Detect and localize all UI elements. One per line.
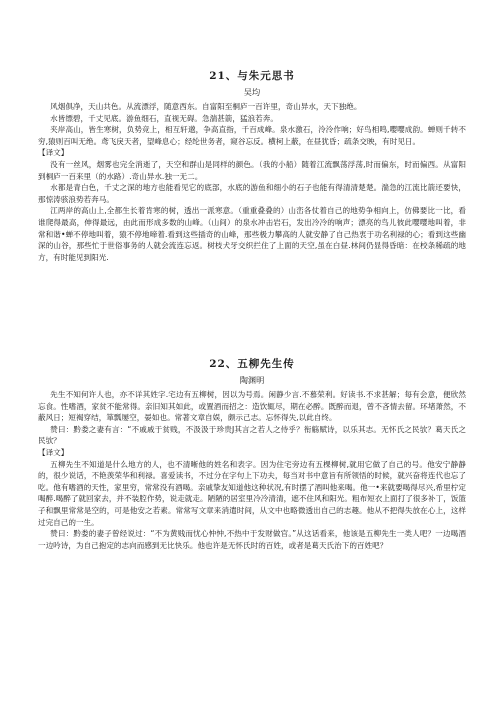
original-paragraph: 先生不知何许人也，亦不详其姓字.宅边有五柳树，因以为号焉。闲静少言.不慕荣利。好读书.不求甚解；每有会意，便欣然忘食。性嗜酒，家贫不能常得。亲旧知其如此，或置酒而招之：造饮辄尽，期在必醉。既醉而退，曾不吝情去留。环堵萧然，不蔽风日；短褐穿结，箪瓢屡空，晏如也。常著文章自娱，颇示己志。忘怀得失,以此自终。 (38, 390, 466, 423)
section-title: 21、与朱元思书 (209, 70, 295, 82)
original-paragraph: 赞曰：黔娄之妻有言：“不戚戚于贫贱，不汲汲于珍贵J其言之若人之侍乎？衔觞赋诗，以乐其志。无怀氏之民欤？葛天氏之民欤？ (38, 424, 466, 446)
original-paragraph: 风烟俱净，天山共色。从流漂浮，随意西东。自富阳至桐庐一百许里，奇山异水，天下独绝。 (50, 102, 362, 111)
translation-paragraph: 没有一丝风，烟雾也完全消逝了，天空和群山是同样的颜色。（我的小船）随着江流飘荡浮荡,时而偏东，时而偏西。从富阳到桐庐一百来里（的水路）.奇山异水.独一无二。 (38, 159, 466, 181)
original-paragraph: 夹岸高山，皆生寒树，负势竞上，相互轩邈，争高直指，千百成峰。泉水激石，泠泠作响；好鸟相鸣,嘤嘤成韵。蝉则千转不穷,猿则百叫无绝。鸢飞戾天者，望峰息心；经纶世务者，窥谷忘反。横柯上蔽，在昼犹昏；疏条交映，有时见日。 (38, 125, 466, 146)
translation-tag: 【译文】 (38, 148, 69, 158)
translation-paragraph: 赞曰：黔娄的妻子曾经说过：“不为黄贱而忧心忡忡,不热中于发财做官。”从这话看来，他该是五柳先生一类人吧？一边喝酒一边吟诗，为自己抱定的志向而感到无比快乐。他也许是无怀氏时的百姓，或者是葛天氏治下的百姓吧？ (38, 529, 466, 550)
translation-tag: 【译文】 (38, 447, 69, 457)
translation-paragraph: 江两岸的高山上,全都生长着肯寒的树，透出一派寒意。（重重叠叠的）山峦各仗着自己的地势争相向上，仿佛要比一比，看谁爬得最高，伸得最远，由此而形成多数的山峰。（山间）的泉水冲击岩石，发出冷冷的响声；漂亮的鸟儿彼此嘤嘤地叫着，非常和谐•蝉不停地叫着，猿不停地啼着.看到这些插奇的山峰，那些极力攀高的人就安静了自己热衷于功名利禄的心；看到这些幽深的山谷，那些忙于世俗事务的人就会流连忘返。树枝犬牙交织拦住了上面的天空,虽在白昼.林间仍显得昏暗：在校条稀疏的地方，有时能见到阳光. (38, 206, 466, 262)
section-author: 吴均 (243, 87, 261, 97)
translation-paragraph: 水都是青白色，千丈之深的地方也能看见它的底部，水底的游鱼和细小的石子也能有得清清楚楚。湍急的江流比箭还要快，那惊涛骇浪势若奔马。 (38, 183, 466, 204)
section-22 (38, 356, 466, 551)
section-21 (38, 68, 466, 263)
section-title: 22、五柳先生传 (209, 358, 295, 370)
translation-paragraph: 五柳先生不知道是什么地方的人，也不清晰他的姓名和表字。因为住宅旁边有五棵柳树,就用它做了自己的号。他安宁静静的，很少说话，不艳羡荣华和利禄。喜爱读书，不过分在字句上下功夫，每当对书中意旨有所领悟的时候，就兴奋将连代也忘了吃。他有嗜酒的天性，家里穷，常常没有酒喝。亲戚挚友知道他这种状况,有时摆了酒叫他来喝。他一•来就要喝得尽兴,希里柠定喝醉.喝醉了就回家去，并不装腔作势，说走就走。陋陋的居室里冷冷清清，遮不住风和阳光。粗布短衣上面打了很多补丁，饭篮子和飘里常常是空的，可是他安之若素。常常写文章来消遣时间，从文中也略微透出自己的志趣。他从不把得失放在心上，这样过完自己的一生。 (38, 459, 466, 527)
original-paragraph: 水皆缥碧，千丈见底。游鱼细石，直视无碍。急湍甚箭，猛浪若奔。 (50, 113, 278, 123)
section-author: 陶渊明 (239, 375, 265, 385)
